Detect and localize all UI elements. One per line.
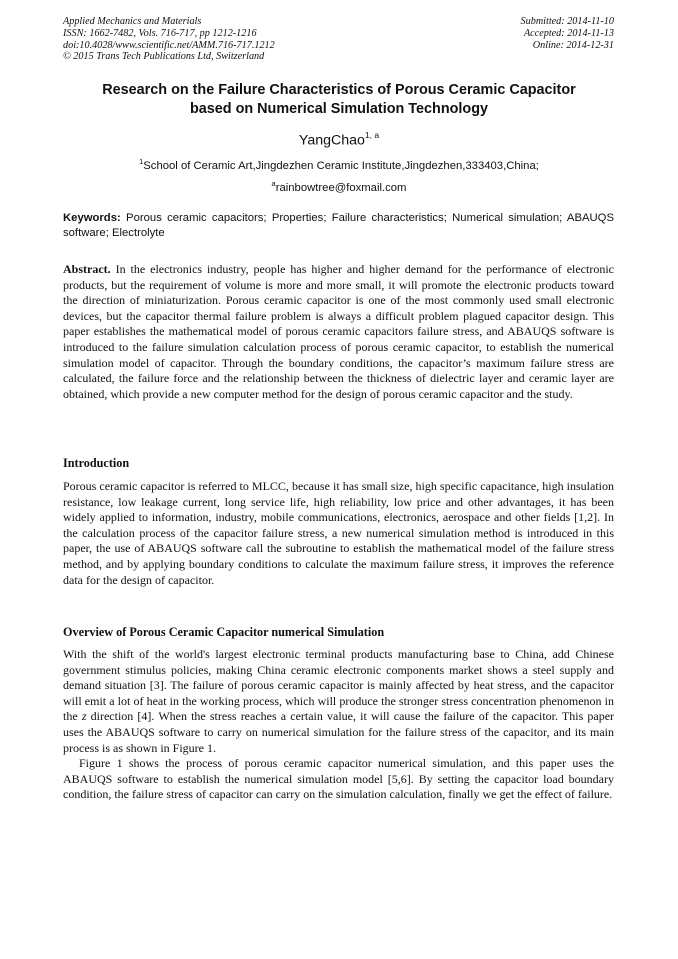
introduction-paragraph: Porous ceramic capacitor is referred to MLCC, because it has small size, high specific capacitance, high insulation resistance, low leakage current, long service life, high reliability, low price and other advantages, it has been widely applied to information, industry, mobile communications, electronics, aerospace and other fields [1,2]. In the calculation process of the capacitor failure stress, a new numerical simulation method is introduced in this paper, the use of ABAUQS software call the subroutine to establish the mathematical model of the failure stress method, and by applying boundary conditions to calculate the maximum failure stress, it improves the reference data for the design of capacitor.	[63, 479, 614, 587]
abstract-label: Abstract.	[63, 262, 111, 276]
abstract	[63, 262, 614, 402]
journal-name: Applied Mechanics and Materials	[63, 16, 202, 27]
email-superscript: a	[271, 179, 276, 188]
author-name: YangChao	[298, 132, 365, 149]
keywords-text: Porous ceramic capacitors; Properties; Failure characteristics; Numerical simulation; ABAUQS software; Electrolyte	[63, 212, 614, 239]
introduction-heading: Introduction	[63, 456, 130, 470]
journal-header-left	[63, 16, 275, 63]
keywords-label: Keywords:	[63, 212, 121, 224]
author	[0, 127, 678, 150]
title-line-1: Research on the Failure Characteristics of Porous Ceramic Capacitor	[102, 82, 576, 98]
affiliation-superscript: 1	[139, 157, 144, 166]
introduction-body	[63, 479, 614, 588]
journal-doi[interactable]: doi:10.4028/www.scientific.net/AMM.716-717.1212	[63, 39, 275, 51]
abstract-text: In the electronics industry, people has higher and higher demand for the performance of electronic products, but the requirement of volume is more and more small, it will promote the electronic products toward the direction of miniaturization. Porous ceramic capacitor is one of the most commonly used small electronic devices, but the capacitor thermal failure problem is always a difficult problem plagued capacitor design. This paper establishes the mathematical model of porous ceramic capacitors failure stress, and ABAUQS software is introduced to the failure simulation calculation process of porous ceramic capacitor, to establish the numerical simulation model of capacitor. Through the boundary conditions, the capacitor’s maximum failure stress are calculated, the failure force and the relationship between the thickness of dielectric layer and ceramic layer are obtained, which provide a new computer method for the design of porous ceramic capacitor and the study.	[63, 262, 615, 401]
affiliation-text: School of Ceramic Art,Jingdezhen Ceramic Institute,Jingdezhen,333403,China;	[143, 159, 539, 172]
paper-title	[40, 81, 638, 118]
z-variable: z	[81, 709, 87, 724]
overview-paragraph-2: Figure 1 shows the process of porous ceramic capacitor numerical simulation, and this paper uses the ABAUQS software to establish the numerical simulation model [5,6]. By setting the capacitor load boundary condition, the failure stress of capacitor can carry on the simulation calculation, finally we get the effect of failure.	[63, 756, 614, 802]
online-date: Online: 2014-12-31	[532, 39, 614, 51]
overview-body	[63, 647, 614, 803]
overview-paragraph-1	[63, 647, 614, 756]
title-line-2: based on Numerical Simulation Technology	[190, 100, 488, 117]
affiliation	[0, 155, 678, 173]
author-email	[0, 177, 678, 195]
author-superscript: 1, a	[364, 130, 380, 140]
keywords	[63, 211, 614, 241]
overview-heading: Overview of Porous Ceramic Capacitor numerical Simulation	[63, 625, 385, 639]
journal-issn: ISSN: 1662-7482, Vols. 716-717, pp 1212-1216	[63, 27, 257, 39]
accepted-date: Accepted: 2014-11-13	[523, 27, 614, 39]
journal-header-right	[521, 16, 614, 51]
email-address[interactable]: rainbowtree@foxmail.com	[275, 181, 407, 194]
overview-paragraph-1-part-b: direction [4]. When the stress reaches a certain value, it will cause the failure of the capacitor. This paper uses the ABAUQS software to carry on numerical simulation for the failure stress of the capacitor, and its main process is as shown in Figure 1.	[63, 709, 615, 755]
journal-copyright: © 2015 Trans Tech Publications Ltd, Switzerland	[63, 51, 265, 63]
submitted-date: Submitted: 2014-11-10	[520, 16, 614, 27]
overview-paragraph-1-part-a: With the shift of the world's largest electronic terminal products manufacturing base to China, add Chinese government stimulus policies, making China ceramic electronic components market shows a steel supply and demand situation [3]. The failure of porous ceramic capacitor is mainly affected by heat stress, and the capacitor will emit a lot of heat in the working process, which will produce the stronger stress concentration phenomenon in the	[63, 647, 614, 724]
